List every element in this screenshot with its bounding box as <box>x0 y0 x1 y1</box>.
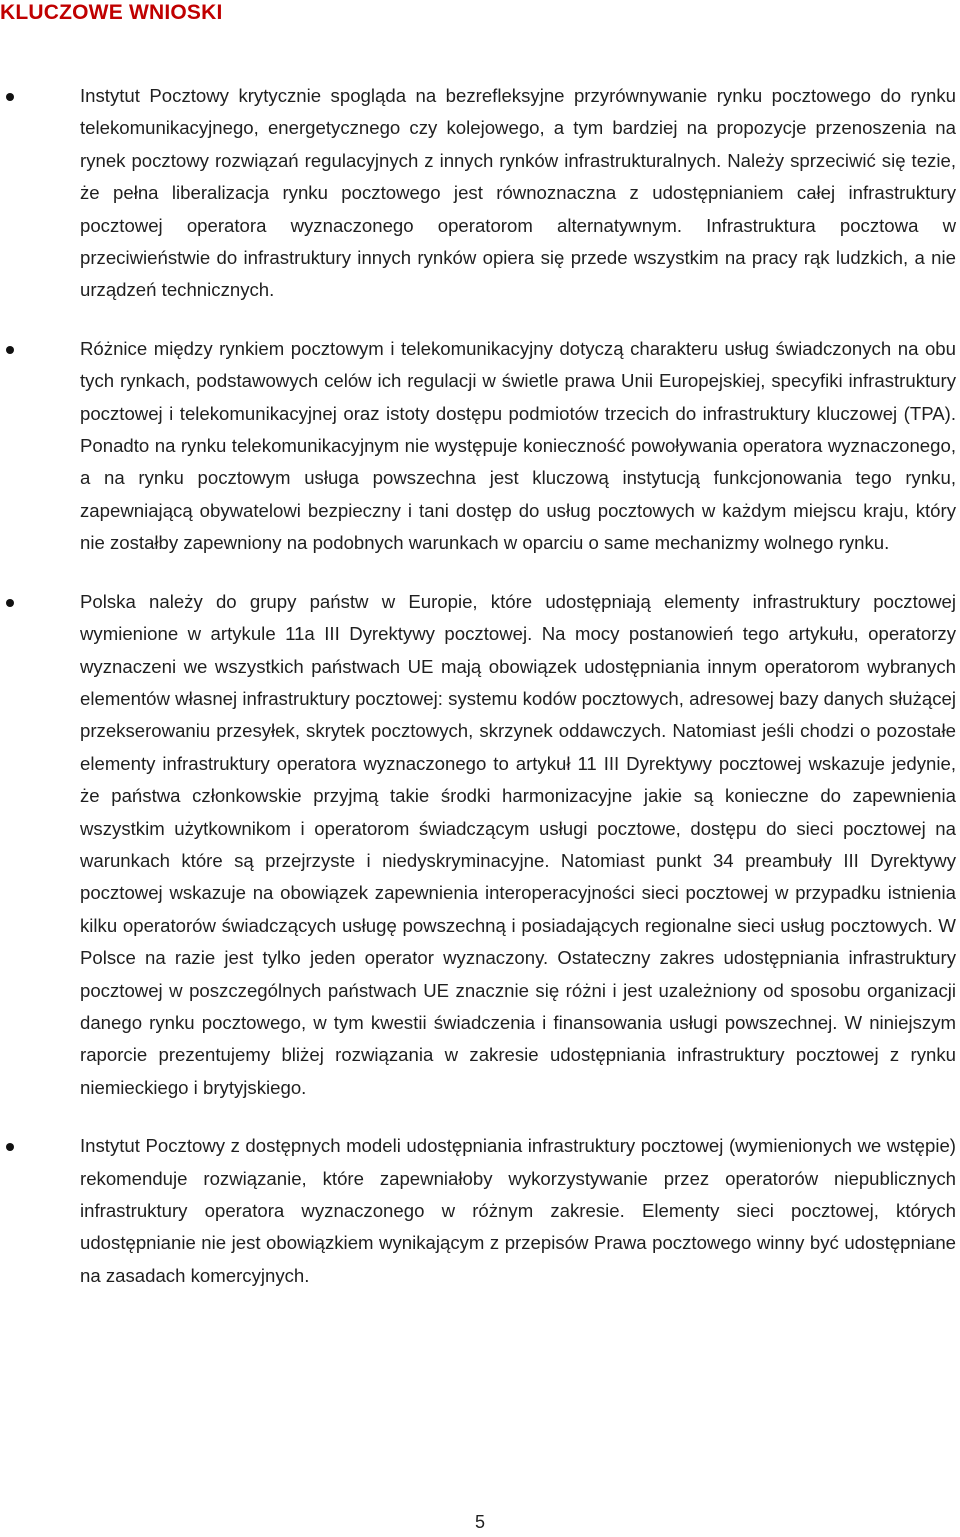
paragraph-text: Instytut Pocztowy krytycznie spogląda na bezrefleksyjne przyrównywanie rynku pocztowego do rynku telekomunikacyjnego, energetycznego czy kolejowego, a tym bardziej na propozycje przenoszenia na rynek pocztowy rozwiązań regulacyjnych z innych rynków infrastrukturalnych. Należy sprzeciwić się tezie, że pełna liberalizacja rynku pocztowego jest równoznaczna z udostępnianiem całej infrastruktury pocztowej operatora wyznaczonego operatorom alternatywnym. Infrastruktura pocztowa w przeciwieństwie do infrastruktury innych rynków opiera się przede wszystkim na pracy rąk ludzkich, a nie urządzeń technicznych. <box>80 85 956 301</box>
list-item <box>0 1130 956 1292</box>
bullet-icon <box>6 599 14 607</box>
paragraph-text: Instytut Pocztowy z dostępnych modeli udostępniania infrastruktury pocztowej (wymienionych we wstępie) rekomenduje rozwiązanie, które zapewniałoby wykorzystywanie przez operatorów niepublicznych infrastruktury operatora wyznaczonego w różnym zakresie. Elementy sieci pocztowej, których udostępnianie nie jest obowiązkiem wynikającym z przepisów Prawa pocztowego winny być udostępniane na zasadach komercyjnych. <box>80 1135 956 1286</box>
list-item <box>0 586 956 1105</box>
list-item <box>0 333 956 560</box>
bullet-icon <box>6 93 14 101</box>
page-number: 5 <box>474 1512 485 1532</box>
paragraph-text: Różnice między rynkiem pocztowym i telekomunikacyjny dotyczą charakteru usług świadczonych na obu tych rynkach, podstawowych celów ich regulacji w świetle prawa Unii Europejskiej, specyfiki infrastruktury pocztowej i telekomunikacyjnej oraz istoty dostępu podmiotów trzecich do infrastruktury kluczowej (TPA). Ponadto na rynku telekomunikacyjnym nie występuje konieczność powoływania operatora wyznaczonego, a na rynku pocztowym usługa powszechna jest kluczową instytucją funkcjonowania tego rynku, zapewniającą obywatelowi bezpieczny i tani dostęp do usług pocztowych w każdym miejscu kraju, który nie zostałby zapewniony na podobnych warunkach w oparciu o same mechanizmy wolnego rynku. <box>80 337 956 554</box>
paragraph-text: Polska należy do grupy państw w Europie, które udostępniają elementy infrastruktury pocztowej wymienione w artykule 11a III Dyrektywy pocztowej. Na mocy postanowień tego artykułu, operatorzy wyznaczeni we wszystkich państwach UE mają obowiązek udostępniania innym operatorom wybranych elementów własnej infrastruktury pocztowej: systemu kodów pocztowych, adresowej bazy danych służącej przekserowaniu przesyłek, skrytek pocztowych, skrzynek oddawczych. Natomiast jeśli chodzi o pozostałe elementy infrastruktury operatora wyznaczonego to artykuł 11 III Dyrektywy pocztowej wskazuje jedynie, że państwa członkowskie przyjmą takie środki harmonizacyjne jakie są konieczne do zapewnienia wszystkim użytkownikom i operatorom świadczącym usługi pocztowe, dostępu do sieci pocztowej na warunkach które są przejrzyste i niedyskryminacyjne. Natomiast punkt 34 preambuły III Dyrektywy pocztowej wskazuje na obowiązek zapewnienia interoperacyjności sieci pocztowej w przypadku istnienia kilku operatorów świadczących usługę powszechną i posiadających regionalne sieci usług pocztowych. W Polsce na razie jest tylko jeden operator wyznaczony. Ostateczny zakres udostępniania infrastruktury pocztowej w poszczególnych państwach UE znacznie się różni i jest uzależniony od sposobu organizacji danego rynku pocztowego, w tym kwestii świadczenia i finansowania usługi powszechnej. W niniejszym raporcie prezentujemy bliżej rozwiązania w zakresie udostępniania infrastruktury pocztowej z rynku niemieckiego i brytyjskiego. <box>80 590 956 1098</box>
list-item <box>0 80 956 307</box>
section-heading: KLUCZOWE WNIOSKI <box>0 1 223 24</box>
bullet-icon <box>6 1143 14 1151</box>
conclusions-list <box>0 80 960 1318</box>
bullet-icon <box>6 346 14 354</box>
